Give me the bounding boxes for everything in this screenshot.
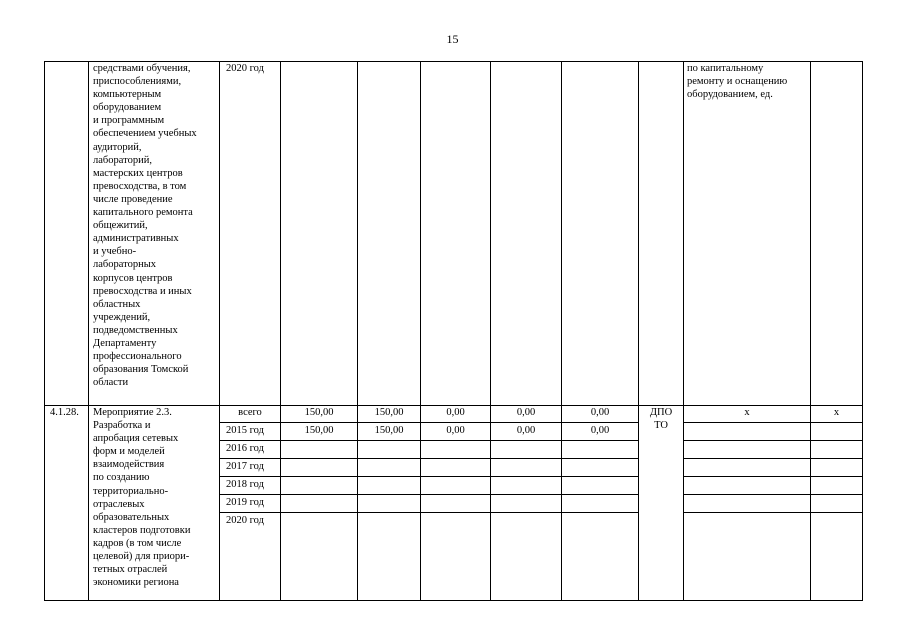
value-cell: 0,00 [516, 425, 536, 436]
value-cell: 0,00 [446, 425, 465, 436]
item-description: Мероприятие 2.3. Разработка и апробация сетевых форм и моделей взаимодействия по созданию территориально- отраслевых образовательных кластеров подготовки кадров (в том числе целевой) для приори- тетных отраслей экономики региона [93, 407, 191, 589]
value-cell: 150,00 [304, 425, 334, 436]
cont-row-year: 2020 год [226, 63, 264, 74]
value-cell: 150,00 [374, 425, 404, 436]
value-cell: 0,00 [446, 407, 465, 418]
value-cell: 0,00 [516, 407, 536, 418]
item-executor: ДПО ТО [649, 407, 673, 432]
year-label: 2016 год [226, 443, 264, 454]
indicator-value-cell: x [833, 407, 840, 418]
page-number: 15 [446, 32, 459, 46]
year-label: 2017 год [226, 461, 264, 472]
year-label: 2019 год [226, 497, 264, 508]
cont-row-indicator: по капитальному ремонту и оснащению оборудованием, ед. [687, 63, 788, 101]
value-cell: 150,00 [374, 407, 404, 418]
value-cell: 0,00 [590, 407, 610, 418]
year-label: всего [238, 407, 262, 418]
value-cell: 0,00 [590, 425, 610, 436]
year-label: 2015 год [226, 425, 264, 436]
indicator-cell: x [744, 407, 750, 418]
value-cell: 150,00 [304, 407, 334, 418]
item-number: 4.1.28. [50, 407, 79, 418]
year-label: 2018 год [226, 479, 264, 490]
year-label: 2020 год [226, 515, 264, 526]
cont-row-description: средствами обучения, приспособлениями, компьютерным оборудованием и программным обеспечением учебных аудиторий, лабораторий, мастерских центров превосходства, в том числе проведение капитального ремонта общежитий, административных и учебно- лабораторных корпусов центров превосходства и иных областных учреждений, подведомственных Департаменту профессионального образования Томской области [93, 63, 197, 389]
